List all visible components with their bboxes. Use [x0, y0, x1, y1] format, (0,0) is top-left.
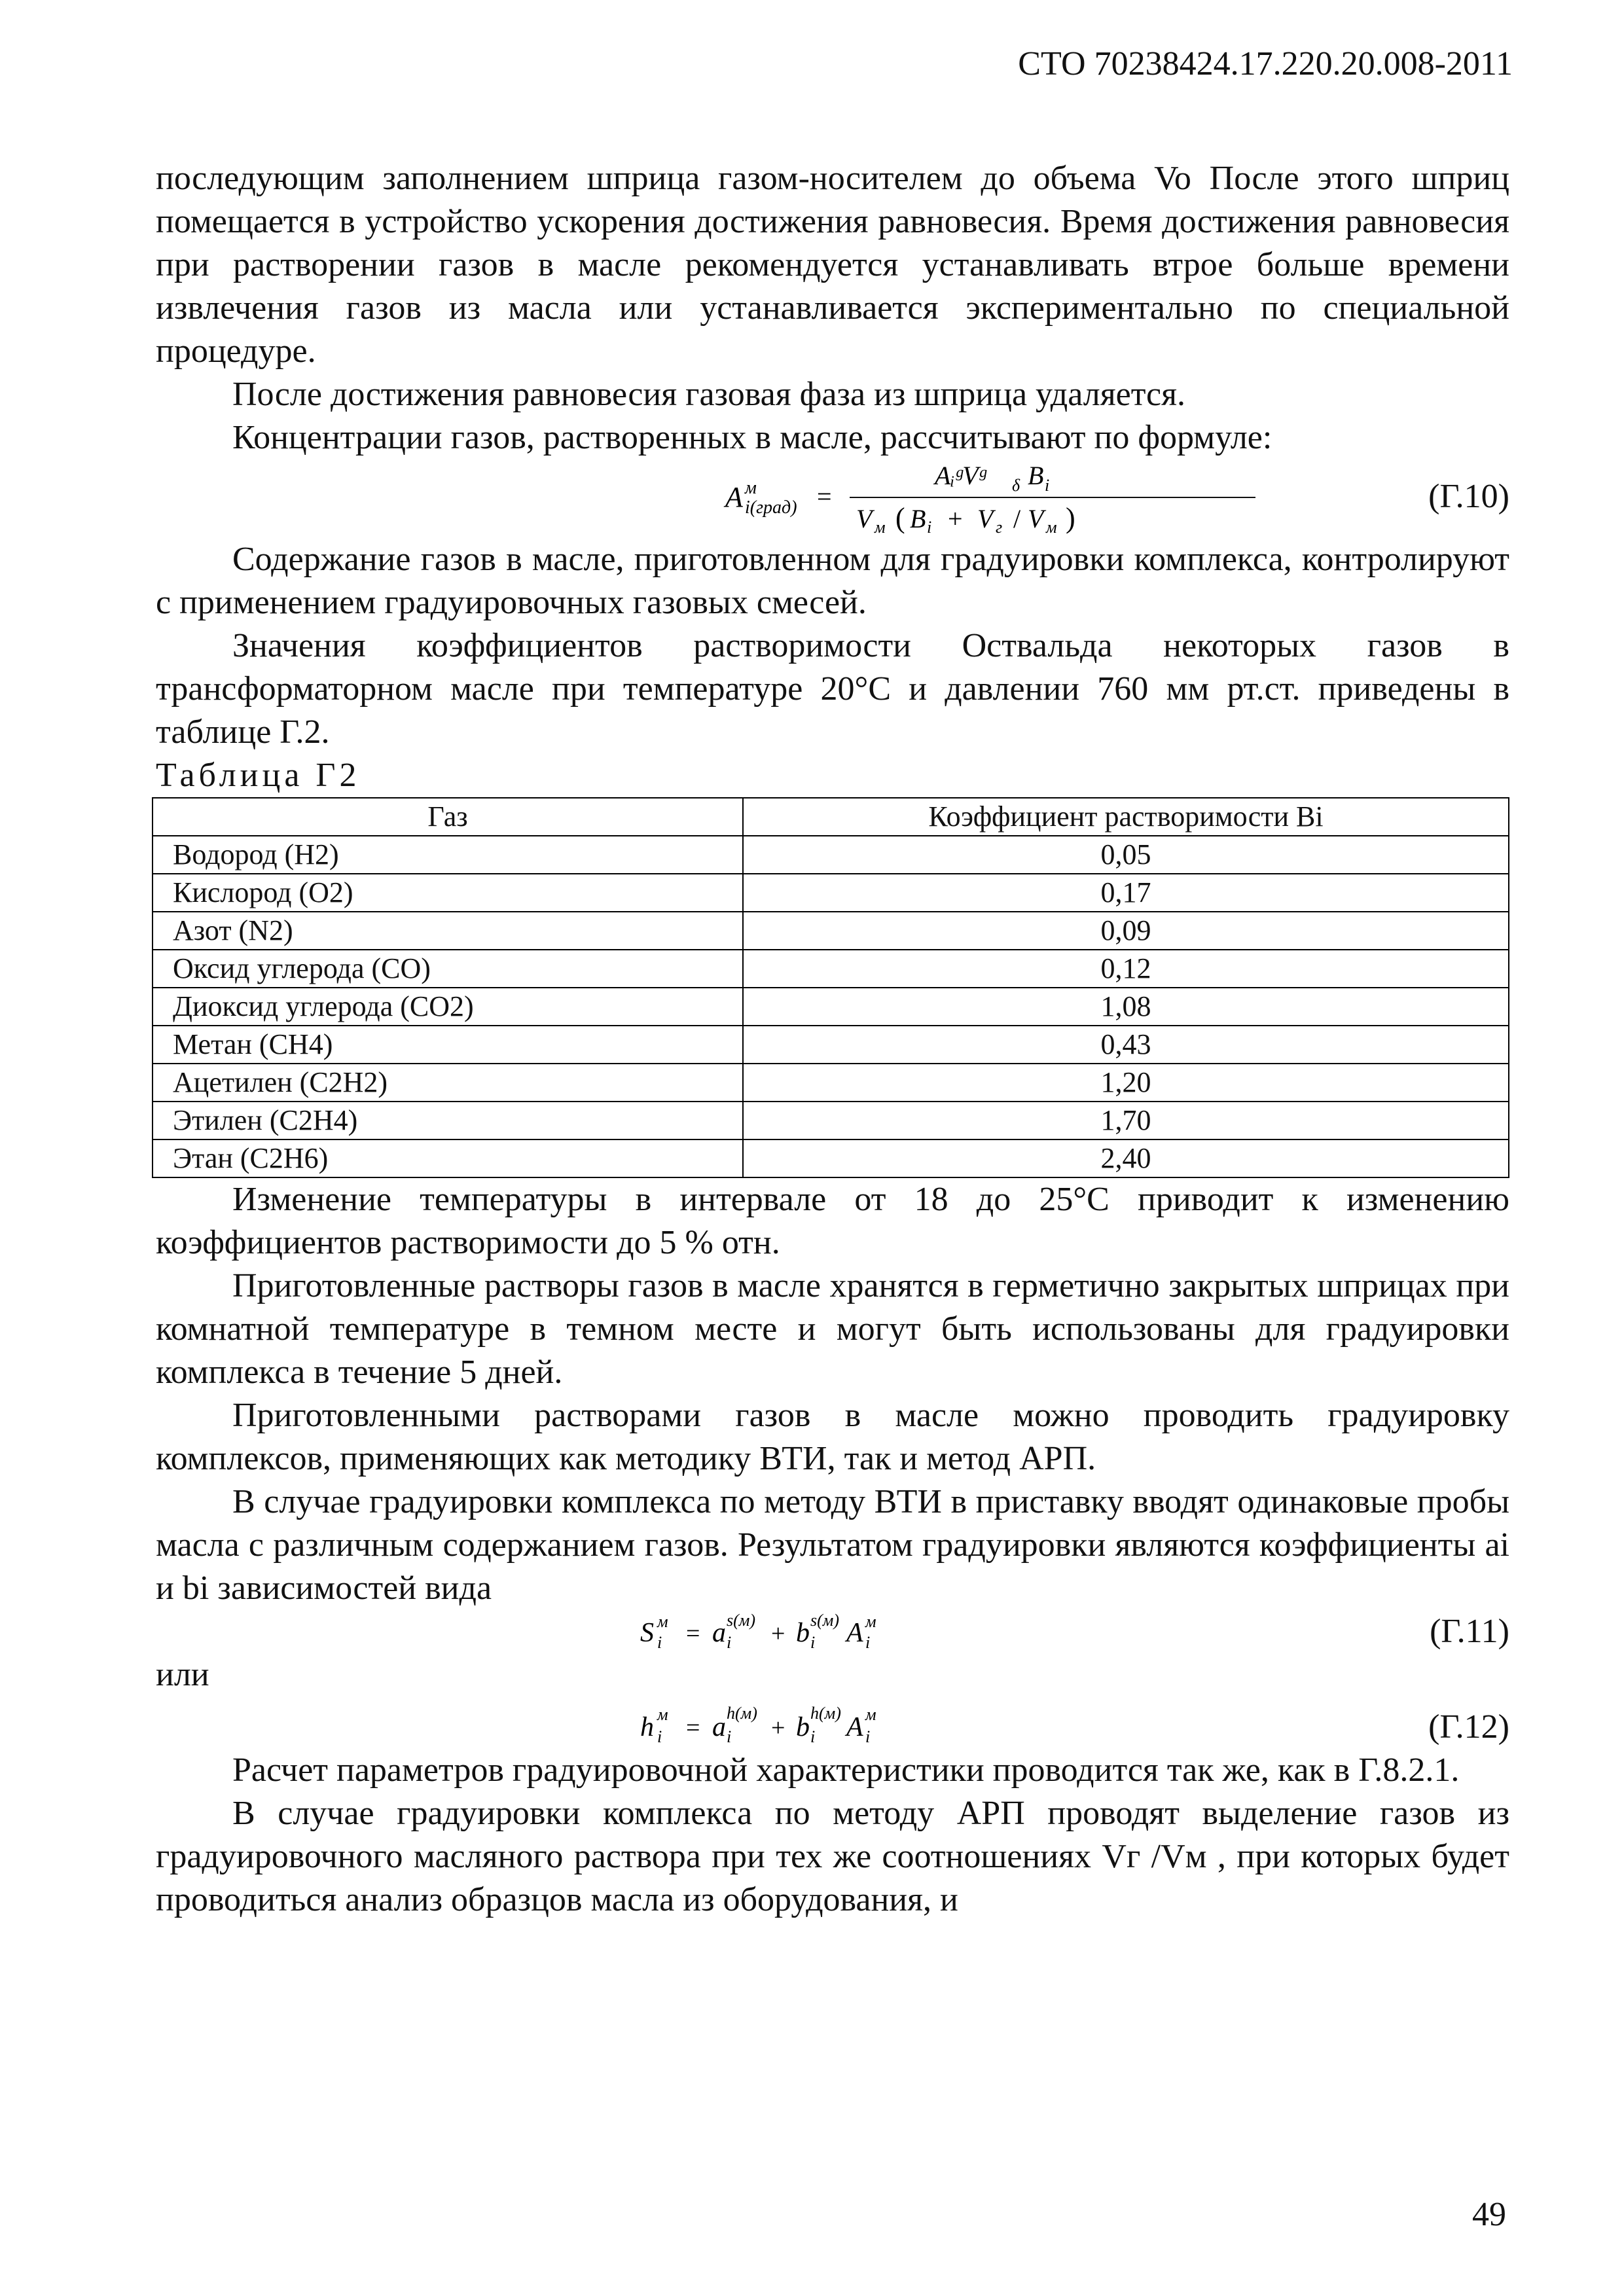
paragraph-11: Расчет параметров градуировочной характеристики проводится так же, как в Г.8.2.1.	[232, 1751, 1460, 1789]
paragraph-2: После достижения равновесия газовая фаза из шприца удаляется.	[232, 376, 1186, 413]
paragraph-8: Приготовленными растворами газов в масле можно проводить градуировку комплексов, применяющих как методику ВТИ, так и метод АРП.	[156, 1397, 1509, 1477]
table-row	[153, 1026, 1509, 1064]
table-row	[153, 1102, 1509, 1139]
svg-text:+: +	[771, 1714, 785, 1742]
svg-text:s(м): s(м)	[810, 1611, 840, 1630]
table-cell-gas: Диоксид углерода (CO2)	[153, 988, 743, 1026]
svg-text:B: B	[910, 504, 926, 533]
formula-g10-expression	[719, 459, 1308, 538]
table-cell-value: 0,09	[743, 912, 1509, 950]
table-cell-value: 1,70	[743, 1102, 1509, 1139]
svg-text:V: V	[1028, 504, 1044, 533]
svg-text:м: м	[1046, 518, 1057, 537]
svg-text:i: i	[865, 1727, 871, 1746]
table-cell-gas: Водород (H2)	[153, 836, 743, 874]
svg-text:i: i	[810, 1727, 816, 1746]
svg-text:i: i	[865, 1633, 871, 1652]
svg-text:V: V	[856, 504, 873, 533]
paragraph-4: Содержание газов в масле, приготовленном для градуировки комплекса, контролируют с применением градуировочных газовых смесей.	[156, 541, 1509, 621]
table-cell-gas: Ацетилен (C2H2)	[153, 1064, 743, 1102]
table-cell-value: 0,17	[743, 874, 1509, 912]
svg-text:h(м): h(м)	[727, 1704, 757, 1723]
svg-text:i: i	[657, 1633, 662, 1652]
table-cell-gas: Этан (C2H6)	[153, 1139, 743, 1177]
svg-text:i: i	[657, 1727, 662, 1746]
svg-text:A: A	[846, 1618, 863, 1648]
formula-g10	[156, 459, 1509, 538]
table-caption: Таблица Г2	[156, 757, 361, 794]
formula-g12	[156, 1696, 1509, 1749]
table-cell-value: 0,12	[743, 950, 1509, 988]
svg-text:S: S	[640, 1618, 654, 1648]
paragraph-1: последующим заполнением шприца газом-носителем до объема Vo После этого шприц помещается в устройство ускорения достижения равновесия. Время достижения равновесия при растворении газов в масле рекомендуется устанавливать втрое больше времени извлечения газов из масла или устанавливается экспериментально по специальной процедуре.	[156, 160, 1509, 370]
solubility-table	[152, 797, 1509, 1178]
table-row	[153, 950, 1509, 988]
table-header-gas: Газ	[153, 798, 743, 836]
svg-text:м: м	[657, 1705, 668, 1724]
paragraph-10: или	[156, 1656, 209, 1693]
svg-text:+: +	[771, 1620, 785, 1647]
svg-text:i: i	[810, 1633, 816, 1652]
formula-g10-number: (Г.10)	[1428, 478, 1509, 515]
svg-text:AᵢᵍVᵍ: AᵢᵍVᵍ	[935, 461, 986, 490]
svg-text:B: B	[1028, 461, 1044, 490]
svg-text:i: i	[1045, 476, 1050, 495]
table-cell-value: 1,08	[743, 988, 1509, 1026]
paragraph-12: В случае градуировки комплекса по методу АРП проводят выделение газов из градуировочного масляного раствора при тех же соотношениях Vг /Vм , при которых будет проводиться анализ образцов масла из оборудования, и	[156, 1795, 1509, 1918]
svg-text:м: м	[657, 1612, 668, 1631]
paragraph-3: Концентрации газов, растворенных в масле, рассчитывают по формуле:	[232, 419, 1272, 456]
table-cell-gas: Метан (CH4)	[153, 1026, 743, 1064]
table-cell-value: 0,43	[743, 1026, 1509, 1064]
table-cell-value: 1,20	[743, 1064, 1509, 1102]
svg-text:м: м	[875, 518, 886, 537]
svg-text:s(м): s(м)	[727, 1611, 756, 1630]
table-cell-gas: Этилен (C2H4)	[153, 1102, 743, 1139]
document-code-header: СТО 70238424.17.220.20.008-2011	[1018, 45, 1513, 82]
svg-text:): )	[1066, 502, 1075, 534]
svg-text:A: A	[725, 481, 743, 513]
paragraph-5: Значения коэффициентов растворимости Оствальда некоторых газов в трансформаторном масле при температуре 20°С и давлении 760 мм рт.ст. приведены в таблице Г.2.	[156, 627, 1509, 751]
formula-g11	[156, 1610, 1509, 1653]
svg-text:i(град): i(град)	[745, 497, 797, 518]
svg-text:=: =	[817, 482, 832, 511]
svg-text:A: A	[846, 1712, 863, 1742]
table-row	[153, 988, 1509, 1026]
table-header-row	[153, 798, 1509, 836]
svg-text:+: +	[948, 504, 963, 533]
svg-text:м: м	[865, 1612, 876, 1631]
svg-text:i: i	[727, 1727, 732, 1746]
table-header-coefficient: Коэффициент растворимости Bi	[743, 798, 1509, 836]
paragraph-6: Изменение температуры в интервале от 18 до 25°С приводит к изменению коэффициентов растворимости до 5 % отн.	[156, 1181, 1509, 1261]
svg-text:i: i	[927, 518, 932, 537]
svg-text:b: b	[796, 1712, 810, 1742]
table-row	[153, 1064, 1509, 1102]
svg-text:м: м	[865, 1705, 876, 1724]
table-cell-value: 0,05	[743, 836, 1509, 874]
svg-text:h(м): h(м)	[810, 1704, 841, 1723]
svg-text:=: =	[686, 1620, 700, 1647]
svg-text:h: h	[640, 1712, 654, 1742]
formula-g11-number: (Г.11)	[1430, 1613, 1509, 1650]
svg-text:/: /	[1013, 504, 1021, 533]
table-row	[153, 912, 1509, 950]
svg-text:(: (	[895, 502, 905, 534]
table-row	[153, 1139, 1509, 1177]
table-row	[153, 874, 1509, 912]
table-cell-value: 2,40	[743, 1139, 1509, 1177]
formula-g11-expression	[634, 1605, 1131, 1657]
svg-text:=: =	[686, 1714, 700, 1742]
svg-text:м: м	[745, 478, 757, 498]
formula-g12-expression	[634, 1696, 1131, 1749]
svg-text:i: i	[727, 1633, 732, 1652]
svg-text:г: г	[996, 518, 1003, 537]
svg-text:δ: δ	[1012, 476, 1020, 495]
svg-text:a: a	[712, 1712, 726, 1742]
table-cell-gas: Кислород (O2)	[153, 874, 743, 912]
table-cell-gas: Азот (N2)	[153, 912, 743, 950]
paragraph-7: Приготовленные растворы газов в масле хранятся в герметично закрытых шприцах при комнатной температуре в темном месте и могут быть использованы для градуировки комплекса в течение 5 дней.	[156, 1267, 1509, 1391]
page-number: 49	[1472, 2196, 1506, 2233]
paragraph-9: В случае градуировки комплекса по методу ВТИ в приставку вводят одинаковые пробы масла с различным содержанием газов. Результатом градуировки являются коэффициенты ai и bi зависимостей вида	[156, 1483, 1509, 1607]
svg-text:V: V	[977, 504, 994, 533]
body-text	[156, 157, 1509, 1922]
svg-text:b: b	[796, 1618, 810, 1648]
svg-text:a: a	[712, 1618, 726, 1648]
formula-g12-number: (Г.12)	[1428, 1708, 1509, 1746]
table-cell-gas: Оксид углерода (CO)	[153, 950, 743, 988]
table-row	[153, 836, 1509, 874]
